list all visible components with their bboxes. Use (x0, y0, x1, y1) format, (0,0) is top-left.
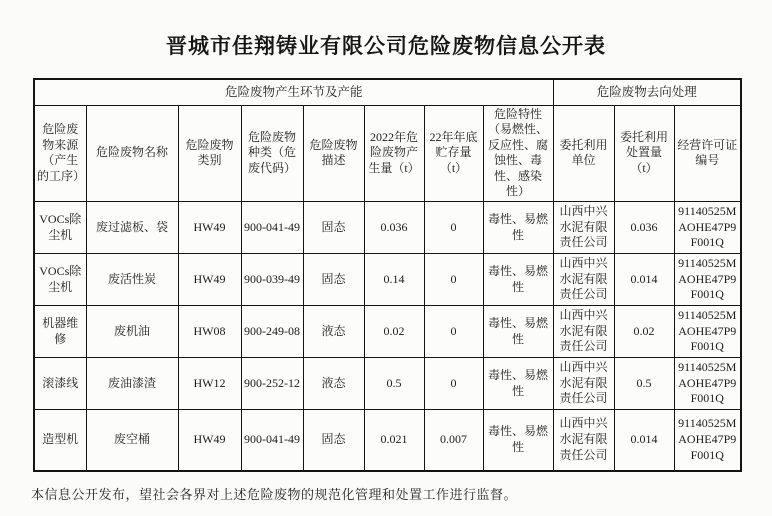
table-cell: HW49 (178, 410, 241, 471)
table-cell: 固态 (303, 410, 364, 471)
table-cell: 900-041-49 (241, 202, 303, 254)
table-cell: 0.014 (614, 254, 674, 306)
table-cell: 91140525MAOHE47P9F001Q (674, 254, 741, 306)
table-cell: 0.5 (614, 358, 674, 410)
col-header-2022-generation: 2022年危险废物产生量（t） (364, 105, 424, 202)
table-cell: 900-249-08 (241, 306, 303, 358)
table-cell: 0 (424, 306, 483, 358)
table-cell: 机器维修 (34, 306, 86, 358)
table-cell: VOCs除尘机 (34, 254, 86, 306)
table-cell: 滚漆线 (34, 358, 86, 410)
table-cell: 废油漆渣 (86, 358, 178, 410)
table-row (34, 358, 741, 410)
page-title: 晋城市佳翔铸业有限公司危险废物信息公开表 (166, 34, 606, 58)
table-cell: 0.014 (614, 410, 674, 471)
col-header-entrusted-unit: 委托利用单位 (553, 105, 614, 202)
table-cell: 废活性炭 (86, 254, 178, 306)
table-cell: 毒性、易燃性 (483, 410, 553, 471)
col-header-entrusted-disposal-amount: 委托利用处置量（t） (614, 105, 674, 202)
table-cell: 0.14 (364, 254, 424, 306)
table-cell: 0 (424, 358, 483, 410)
group-header-row (34, 79, 741, 105)
table-cell: 山西中兴水泥有限责任公司 (553, 410, 614, 471)
table-cell: 山西中兴水泥有限责任公司 (553, 254, 614, 306)
table-cell: HW49 (178, 202, 241, 254)
table-cell: 毒性、易燃性 (483, 202, 553, 254)
table-cell: 0.021 (364, 410, 424, 471)
table-cell: 废过滤板、袋 (86, 202, 178, 254)
table-cell: 毒性、易燃性 (483, 306, 553, 358)
table-cell: 山西中兴水泥有限责任公司 (553, 358, 614, 410)
table-cell: HW08 (178, 306, 241, 358)
table-cell: HW49 (178, 254, 241, 306)
table-row (34, 410, 741, 471)
table-cell: 0 (424, 254, 483, 306)
table-cell: 毒性、易燃性 (483, 254, 553, 306)
table-cell: 废机油 (86, 306, 178, 358)
col-header-license-number: 经营许可证编号 (674, 105, 741, 202)
table-cell: 900-041-49 (241, 410, 303, 471)
col-header-waste-description: 危险废物描述 (303, 105, 364, 202)
table-cell: 91140525MAOHE47P9F001Q (674, 358, 741, 410)
table-cell: 0.036 (364, 202, 424, 254)
table-cell: 液态 (303, 358, 364, 410)
table-cell: 0 (424, 202, 483, 254)
table-cell: 0.5 (364, 358, 424, 410)
table-cell: 900-252-12 (241, 358, 303, 410)
col-header-waste-category: 危险废物类别 (178, 105, 241, 202)
table-cell: 固态 (303, 254, 364, 306)
table-cell: 山西中兴水泥有限责任公司 (553, 306, 614, 358)
hazardous-waste-table (33, 78, 742, 472)
col-header-year-end-storage: 22年年底贮存量（t） (424, 105, 483, 202)
table-cell: HW12 (178, 358, 241, 410)
table-row (34, 202, 741, 254)
col-header-waste-source: 危险废物来源（产生的工序） (34, 105, 86, 202)
col-header-waste-name: 危险废物名称 (86, 105, 178, 202)
table-cell: 91140525MAOHE47P9F001Q (674, 410, 741, 471)
table-cell: 91140525MAOHE47P9F001Q (674, 306, 741, 358)
table-cell: 造型机 (34, 410, 86, 471)
table-cell: 毒性、易燃性 (483, 358, 553, 410)
group-header-generation: 危险废物产生环节及产能 (34, 79, 553, 105)
table-row (34, 254, 741, 306)
col-header-waste-code: 危险废物种类（危废代码） (241, 105, 303, 202)
table-row (34, 306, 741, 358)
table-cell: 91140525MAOHE47P9F001Q (674, 202, 741, 254)
table-cell: 山西中兴水泥有限责任公司 (553, 202, 614, 254)
column-header-row (34, 105, 741, 202)
table-cell: 固态 (303, 202, 364, 254)
table-cell: 废空桶 (86, 410, 178, 471)
table-cell: 0.007 (424, 410, 483, 471)
footer-note: 本信息公开发布，望社会各界对上述危险废物的规范化管理和处置工作进行监督。 (31, 487, 518, 502)
col-header-hazard-characteristics: 危险特性（易燃性、反应性、腐蚀性、毒性、感染性） (483, 105, 553, 202)
table-cell: 0.02 (614, 306, 674, 358)
table-cell: 0.02 (364, 306, 424, 358)
table-cell: 900-039-49 (241, 254, 303, 306)
table-cell: 0.036 (614, 202, 674, 254)
table-cell: 液态 (303, 306, 364, 358)
group-header-disposal: 危险废物去向处理 (553, 79, 741, 105)
table-cell: VOCs除尘机 (34, 202, 86, 254)
